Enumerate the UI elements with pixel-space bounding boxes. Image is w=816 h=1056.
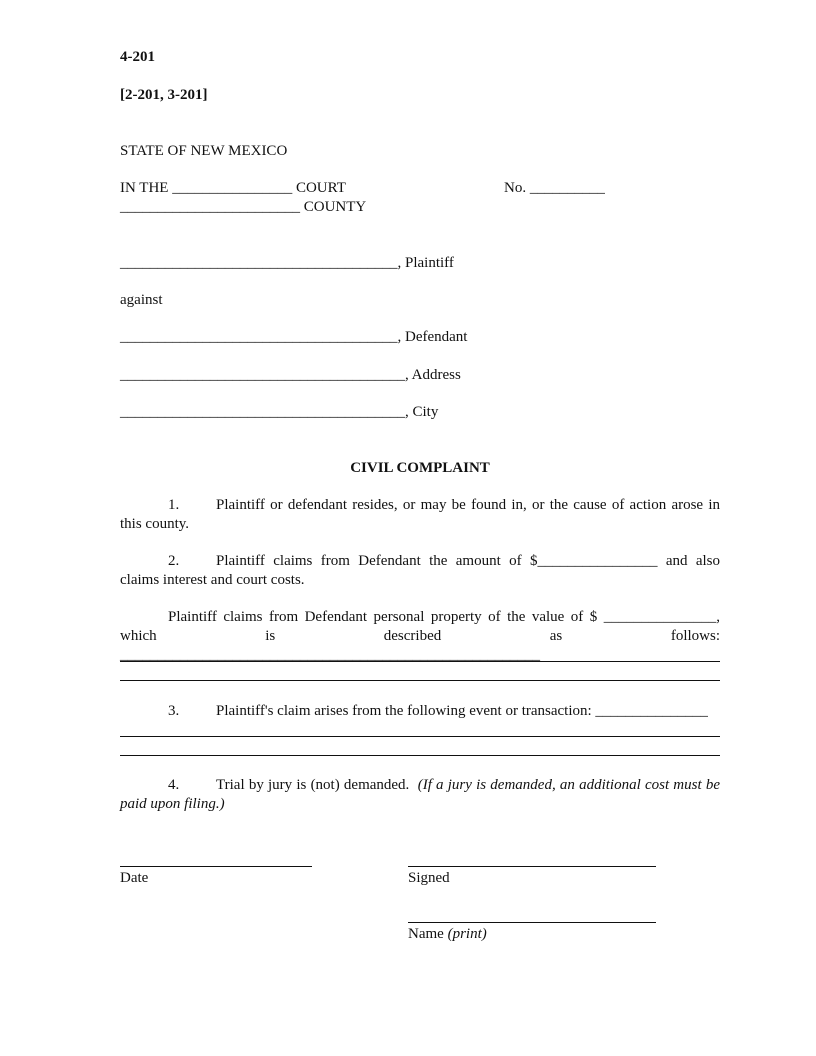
paragraph-2-number: 2. (168, 553, 180, 569)
paragraph-1-number: 1. (168, 497, 180, 513)
paragraph-4-note: (If a jury is demanded, an additional cost must be paid upon filing.) (120, 777, 720, 812)
paragraph-1-text: Plaintiff or defendant resides, or may be found in, or the cause of action arose in this county. (120, 497, 720, 532)
date-label: Date (120, 870, 149, 886)
name-print-note: (print) (447, 926, 487, 942)
paragraph-2b-text[interactable]: Plaintiff claims from Defendant personal property of the value of $ _______________, which is described as follows: ________________________________________________________ (120, 609, 720, 663)
state-heading: STATE OF NEW MEXICO (120, 143, 288, 159)
paragraph-3-text[interactable]: Plaintiff's claim arises from the following event or transaction: _______________ (216, 703, 708, 719)
paragraph-1 (120, 496, 720, 534)
city-line[interactable]: ______________________________________, City (120, 404, 439, 420)
paragraph-2b[interactable] (120, 608, 720, 665)
cross-reference: [2-201, 3-201] (120, 87, 208, 103)
signed-signature-line[interactable] (408, 866, 656, 867)
rule-number: 4-201 (120, 49, 155, 65)
transaction-description-line-1[interactable] (120, 736, 720, 737)
paragraph-2[interactable] (120, 552, 720, 590)
printed-name-label (408, 925, 487, 944)
signed-label: Signed (408, 870, 450, 886)
printed-name-line[interactable] (408, 922, 656, 923)
address-line[interactable]: ______________________________________, Address (120, 367, 461, 383)
paragraph-4 (120, 776, 720, 814)
paragraph-3[interactable] (120, 702, 720, 721)
paragraph-4-text: Trial by jury is (not) demanded. (216, 777, 410, 793)
property-description-line-2[interactable] (120, 680, 720, 681)
paragraph-3-number: 3. (168, 703, 180, 719)
case-number-field[interactable]: No. __________ (504, 180, 605, 196)
paragraph-4-number: 4. (168, 777, 180, 793)
court-line[interactable]: IN THE ________________ COURT (120, 180, 346, 196)
property-description-line-1[interactable] (120, 661, 720, 662)
plaintiff-line[interactable]: _____________________________________, Plaintiff (120, 255, 454, 271)
document-title: CIVIL COMPLAINT (350, 460, 490, 476)
against-label: against (120, 292, 163, 308)
paragraph-2-text[interactable]: Plaintiff claims from Defendant the amount of $________________ and also claims interest and court costs. (120, 553, 720, 588)
defendant-line[interactable]: _____________________________________, Defendant (120, 329, 468, 345)
date-signature-line[interactable] (120, 866, 312, 867)
name-label-text: Name (408, 926, 444, 942)
transaction-description-line-2[interactable] (120, 755, 720, 756)
county-line[interactable]: ________________________ COUNTY (120, 199, 367, 215)
